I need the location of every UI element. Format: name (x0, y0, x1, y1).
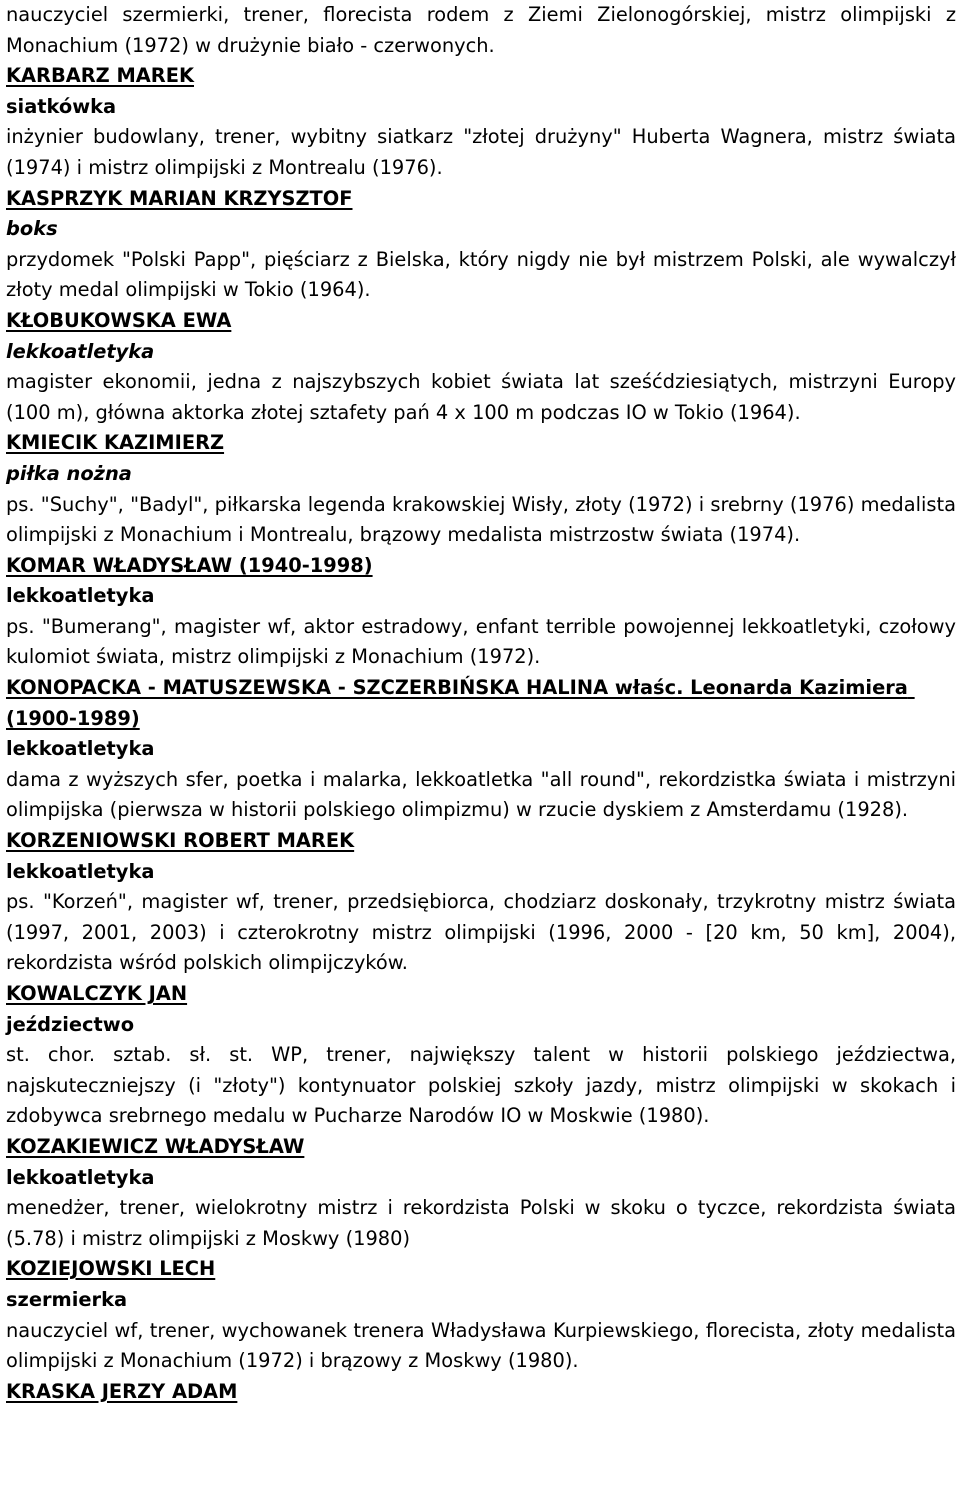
athlete-description: nauczyciel wf, trener, wychowanek trenera Władysława Kurpiewskiego, florecista, złoty medalista olimpijski z Monachium (1972) i brązowy z Moskwy (1980). (6, 1318, 956, 1373)
athlete-description: przydomek "Polski Papp", pięściarz z Bielska, który nigdy nie był mistrzem Polski, ale wywalczył złoty medal olimpijski w Tokio (1964). (6, 247, 956, 302)
sport-discipline: lekkoatletyka (6, 584, 155, 608)
sport-discipline: szermierka (6, 1287, 128, 1311)
sport-discipline: piłka nożna (6, 461, 132, 485)
entry-klobukowska (6, 306, 956, 428)
entry-kozakiewicz (6, 1132, 956, 1254)
sport-discipline: lekkoatletyka (6, 859, 155, 883)
entry-korzeniowski (6, 826, 956, 979)
athlete-description: st. chor. sztab. sł. st. WP, trener, największy talent w historii polskiego jeździectwa, najskuteczniejszy (i "złoty") kontynuator polskiej szkoły jazdy, mistrz olimpijski w skokach i zdobywca srebrnego medalu w Pucharze Narodów IO w Moskwie (1980). (6, 1043, 956, 1128)
athlete-name-link[interactable]: KONOPACKA - MATUSZEWSKA - SZCZERBIŃSKA HALINA właśc. Leonarda Kazimiera (1900-1989) (6, 676, 915, 730)
entry-kmiecik (6, 428, 956, 550)
entry-komar (6, 551, 956, 673)
sport-discipline: lekkoatletyka (6, 339, 155, 363)
athlete-name: KORZENIOWSKI ROBERT MAREK (6, 829, 355, 853)
sport-discipline: siatkówka (6, 94, 117, 118)
athlete-description: ps. "Bumerang", magister wf, aktor estradowy, enfant terrible powojennej lekkoatletyki, czołowy kulomiot świata, mistrz olimpijski z Monachium (1972). (6, 614, 956, 669)
athlete-name: KRASKA JERZY ADAM (6, 1379, 238, 1403)
athlete-description: menedżer, trener, wielokrotny mistrz i rekordzista Polski w skoku o tyczce, rekordzista świata (5.78) i mistrz olimpijski z Moskwy (1980) (6, 1196, 956, 1250)
athlete-name: KŁOBUKOWSKA EWA (6, 308, 232, 332)
sport-discipline: lekkoatletyka (6, 737, 155, 761)
athlete-description: ps. "Korzeń", magister wf, trener, przedsiębiorca, chodziarz doskonały, trzykrotny mistrz świata (1997, 2001, 2003) i czterokrotny mistrz olimpijski (1996, 2000 - [20 km, 50 km], 2004), rekordzista wśród polskich olimpijczyków. (6, 890, 956, 975)
athlete-name: KASPRZYK MARIAN KRZYSZTOF (6, 186, 353, 210)
entry-karbarz (6, 61, 956, 183)
athlete-name: KMIECIK KAZIMIERZ (6, 431, 225, 455)
athlete-description: magister ekonomii, jedna z najszybszych kobiet świata lat sześćdziesiątych, mistrzyni Europy (100 m), główna aktorka złotej sztafety pań 4 x 100 m podczas IO w Tokio (1964). (6, 370, 956, 424)
athlete-name: KOWALCZYK JAN (6, 982, 188, 1005)
athlete-description: dama z wyższych sfer, poetka i malarka, lekkoatletka "all round", rekordzistka świata i mistrzyni olimpijska (pierwsza w historii polskiego olimpizmu) w rzucie dyskiem z Amsterdamu (1928). (6, 767, 956, 822)
document-page (6, 0, 956, 1407)
entry-konopacka (6, 673, 956, 826)
entry-kasprzyk (6, 184, 956, 306)
entry-kowalczyk (6, 979, 956, 1132)
sport-discipline: boks (6, 217, 58, 241)
entry-kraska (6, 1377, 956, 1408)
athlete-name: KOZIEJOWSKI LECH (6, 1257, 216, 1281)
athlete-name: KOZAKIEWICZ WŁADYSŁAW (6, 1134, 305, 1158)
entry-koziejowski (6, 1254, 956, 1376)
athlete-description: inżynier budowlany, trener, wybitny siatkarz "złotej drużyny" Huberta Wagnera, mistrz świata (1974) i mistrz olimpijski z Montrealu (1976). (6, 125, 956, 179)
sport-discipline: jeździectwo (6, 1012, 135, 1036)
athlete-name-link[interactable]: KOMAR WŁADYSŁAW (1940-1998) (6, 553, 373, 577)
athlete-description: ps. "Suchy", "Badyl", piłkarska legenda krakowskiej Wisły, złoty (1972) i srebrny (1976) medalista olimpijski z Monachium i Montrealu, brązowy medalista mistrzostw świata (1974). (6, 492, 956, 547)
intro-paragraph: nauczyciel szermierki, trener, florecista rodem z Ziemi Zielonogórskiej, mistrz olimpijski z Monachium (1972) w drużynie biało - czerwonych. (6, 3, 956, 57)
sport-discipline: lekkoatletyka (6, 1165, 155, 1189)
athlete-name: KARBARZ MAREK (6, 64, 194, 88)
